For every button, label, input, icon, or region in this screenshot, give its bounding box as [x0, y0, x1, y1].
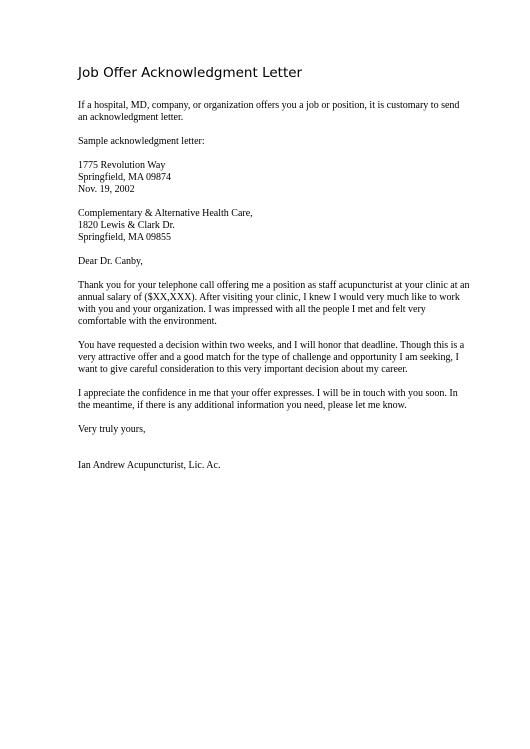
body-paragraph-1: [78, 280, 470, 328]
sender-address: [78, 160, 470, 196]
recipient-name: Complementary & Alternative Health Care,: [78, 208, 253, 219]
paragraph-line: with you and your organization. I was impressed with all the people I met and felt very: [78, 304, 426, 315]
sender-street: 1775 Revolution Way: [78, 160, 166, 171]
letter-date: Nov. 19, 2002: [78, 184, 135, 195]
page-title: Job Offer Acknowledgment Letter: [78, 65, 303, 81]
intro-line: If a hospital, MD, company, or organization offers you a job or position, it is customary to send: [78, 100, 460, 111]
paragraph-line: comfortable with the environment.: [78, 316, 217, 327]
intro-paragraph: [78, 100, 470, 124]
paragraph-line: annual salary of ($XX,XXX). After visiting your clinic, I knew I would very much like to work: [78, 292, 460, 303]
salutation: Dear Dr. Canby,: [78, 256, 143, 267]
paragraph-line: You have requested a decision within two weeks, and I will honor that deadline. Though this is a: [78, 340, 465, 351]
paragraph-line: very attractive offer and a good match for the type of challenge and opportunity I am seeking, I: [78, 352, 459, 363]
body-paragraph-3: [78, 388, 470, 412]
sender-city: Springfield, MA 09874: [78, 172, 172, 183]
recipient-city: Springfield, MA 09855: [78, 232, 172, 243]
paragraph-line: the meantime, if there is any additional information you need, please let me know.: [78, 400, 407, 411]
paragraph-line: Thank you for your telephone call offering me a position as staff acupuncturist at your clinic at an: [78, 280, 470, 291]
signature: Ian Andrew Acupuncturist, Lic. Ac.: [78, 460, 221, 471]
intro-line: an acknowledgment letter.: [78, 112, 184, 123]
paragraph-line: want to give careful consideration to this very important decision about my career.: [78, 364, 408, 375]
recipient-street: 1820 Lewis & Clark Dr.: [78, 220, 175, 231]
closing: Very truly yours,: [78, 424, 146, 435]
paragraph-line: I appreciate the confidence in me that your offer expresses. I will be in touch with you soon. In: [78, 388, 458, 399]
recipient-address: [78, 208, 470, 244]
body-paragraph-2: [78, 340, 470, 376]
sample-label: Sample acknowledgment letter:: [78, 136, 205, 147]
letter-content: [78, 100, 470, 472]
